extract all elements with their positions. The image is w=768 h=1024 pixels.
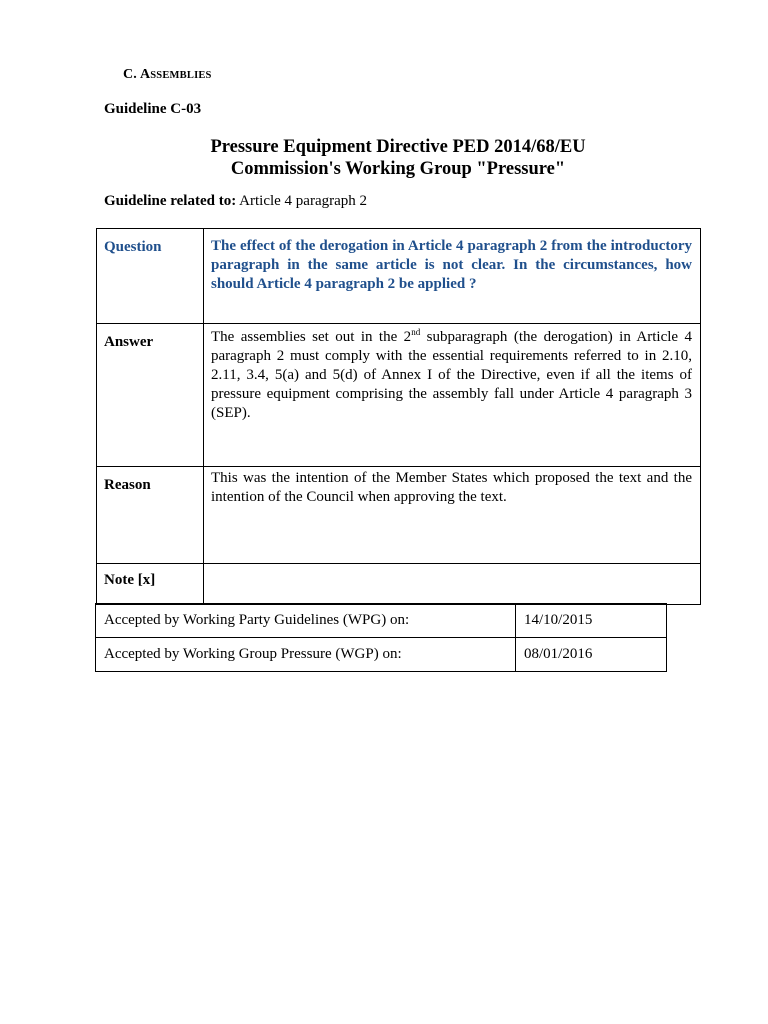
answer-row	[97, 324, 701, 467]
acceptance-wgp-date: 08/01/2016	[516, 638, 667, 672]
answer-text	[204, 324, 701, 467]
acceptance-table	[95, 603, 667, 672]
section-heading	[123, 67, 212, 83]
answer-label: Answer	[104, 334, 154, 350]
question-text: The effect of the derogation in Article 4 paragraph 2 from the introductory paragraph in the same article is not clear. In the circumstances, how should Article 4 paragraph 2 be applied ?	[204, 229, 701, 324]
guideline-related-label: Guideline related to:	[104, 193, 237, 209]
answer-text-after: subparagraph (the derogation) in Article 4 paragraph 2 must comply with the essential requirements referred to in 2.10, 2.11, 3.4, 5(a) and 5(d) of Annex I of the Directive, even if all the items of pressure equipment comprising the assembly fall under Article 4 paragraph 3 (SEP).	[211, 329, 692, 421]
question-label: Question	[97, 229, 204, 324]
section-title-first: A	[139, 67, 151, 82]
acceptance-row	[96, 638, 667, 672]
guideline-id: Guideline C-03	[104, 101, 202, 117]
note-row	[97, 564, 701, 605]
question-row	[97, 229, 701, 324]
acceptance-wpg-date: 14/10/2015	[516, 604, 667, 638]
document-title-line1: Pressure Equipment Directive PED 2014/68/EU	[210, 137, 586, 157]
answer-text-before: The assemblies set out in the 2	[211, 329, 412, 345]
reason-text: This was the intention of the Member States which proposed the text and the intention of the Council when approving the text.	[204, 467, 701, 564]
guideline-related	[104, 193, 367, 210]
section-title-rest: SSEMBLIES	[150, 70, 212, 81]
answer-text-superscript: nd	[411, 327, 421, 337]
acceptance-wgp-desc: Accepted by Working Group Pressure (WGP) on:	[96, 638, 516, 672]
section-letter: C.	[123, 67, 138, 82]
document-title-line2: Commission's Working Group "Pressure"	[230, 159, 566, 179]
qa-table	[96, 228, 701, 605]
reason-label: Reason	[97, 467, 204, 564]
reason-row	[97, 467, 701, 564]
acceptance-row	[96, 604, 667, 638]
note-text	[204, 564, 701, 605]
note-label: Note [x]	[97, 564, 204, 605]
answer-label-cell	[97, 324, 204, 467]
acceptance-wpg-desc: Accepted by Working Party Guidelines (WPG) on:	[96, 604, 516, 638]
guideline-related-value: Article 4 paragraph 2	[239, 193, 368, 209]
